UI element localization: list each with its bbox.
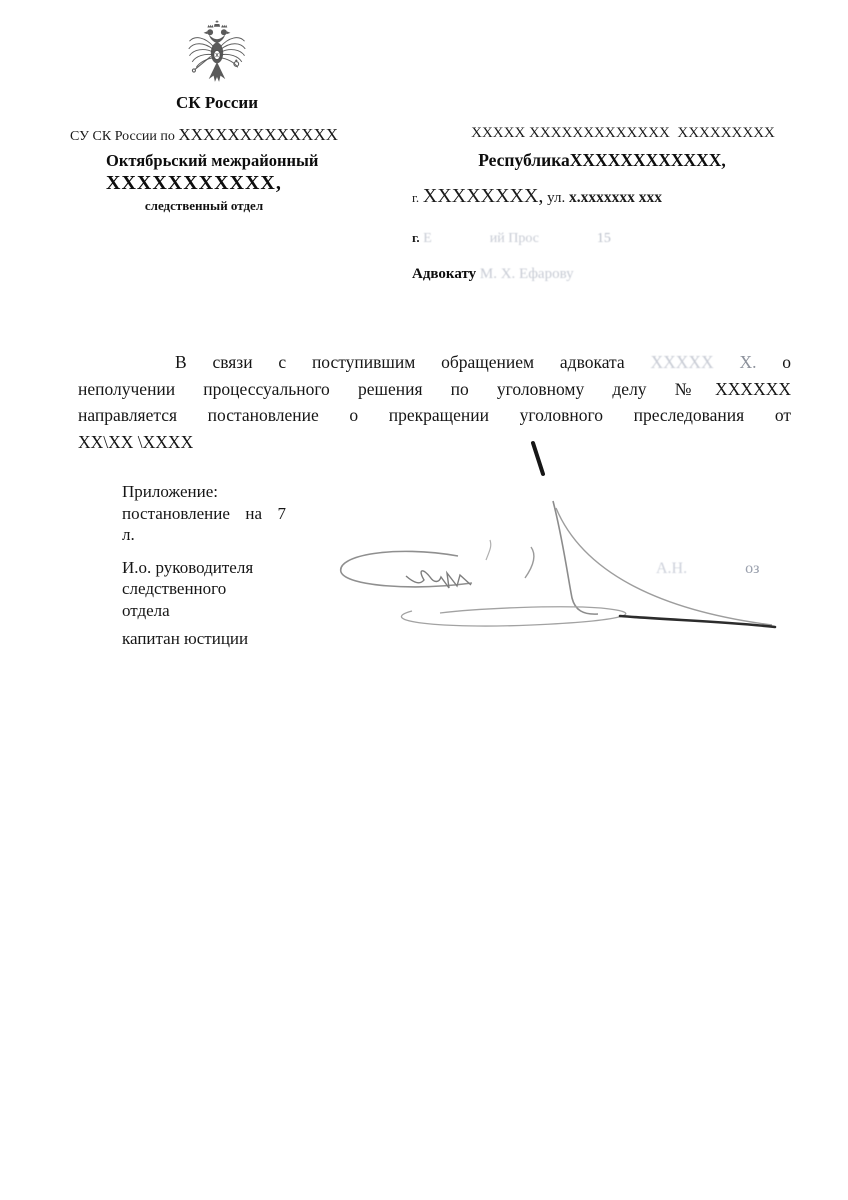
- letterhead-addressee: [412, 125, 792, 284]
- signer-title-line1: И.о. руководителя: [122, 557, 254, 577]
- org-title: СК России: [176, 93, 258, 112]
- attachment-label: Приложение:: [122, 482, 218, 501]
- closing-block: [122, 481, 286, 650]
- faded-signer-name: А.Н. оз: [656, 560, 760, 577]
- body-line-3: направляется постановление о прекращении уголовного преследования от: [78, 405, 791, 425]
- addressee-address: г. ХХХХХХХХ, ул. х.ххххххх ххх: [412, 185, 662, 208]
- sender-department-line3: следственный отдел: [144, 198, 264, 214]
- attachment-line2: л.: [122, 525, 135, 544]
- body-line-4: ХХ\ХХ \ХХХХ: [78, 431, 194, 452]
- letterhead-sender: [58, 125, 350, 214]
- body-line-2: неполучении процессуального решения по уголовному делу №ХХХХХХ: [78, 378, 791, 399]
- addressee-advocate-line: Адвокату М. Х. Ефарову: [412, 266, 574, 283]
- addressee-name-placeholder: ХХХХХ ХХХХХХХХХХХХХ ХХХХХХХХХ: [471, 125, 775, 141]
- attachment-line1: постановление на 7: [122, 503, 286, 523]
- sender-directorate: СУ СК России по ХХХХХХХХХХХХХ: [69, 125, 339, 144]
- sender-department-line1: Октябрьский межрайонный: [106, 151, 319, 171]
- body-line-1: В связи с поступившим обращением адвоката ХХХХХ Х. о: [175, 352, 792, 372]
- coat-of-arms-icon: [186, 20, 248, 90]
- signer-title-line3: отдела: [122, 600, 170, 620]
- sender-department-line2: ХХХХХХХХХХХ,: [106, 172, 282, 195]
- signer-rank: капитан юстиции: [122, 629, 249, 648]
- addressee-republic: РеспубликаХХХХХХХХХХХХ,: [478, 150, 726, 171]
- addressee-address-faded: г. Е ий Прос 15: [412, 230, 611, 247]
- handwritten-signature-icon: [320, 428, 800, 640]
- signer-title-line2: следственного: [122, 579, 227, 598]
